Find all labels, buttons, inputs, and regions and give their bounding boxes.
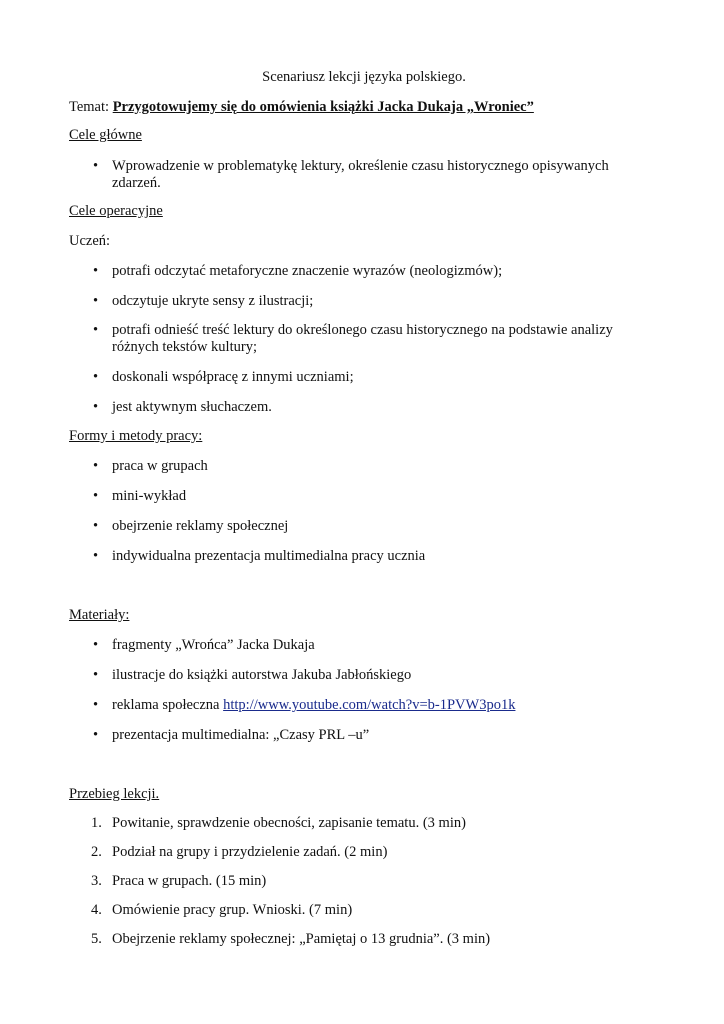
bullet-icon: • bbox=[93, 458, 99, 474]
list-item-text: Wprowadzenie w problematykę lektury, określenie czasu historycznego opisywanych zdarzeń. bbox=[112, 158, 609, 191]
list-item-text: prezentacja multimedialna: „Czasy PRL –u” bbox=[112, 727, 370, 743]
section-heading-formy: Formy i metody pracy: bbox=[69, 428, 203, 444]
item-number: 4. bbox=[91, 902, 102, 918]
numbered-item-text: Omówienie pracy grup. Wnioski. (7 min) bbox=[112, 902, 353, 918]
list-item bbox=[93, 488, 653, 505]
numbered-item bbox=[91, 902, 651, 919]
bullet-icon: • bbox=[93, 399, 99, 415]
list-item bbox=[93, 369, 653, 386]
list-item bbox=[93, 322, 653, 356]
item-number: 2. bbox=[91, 844, 102, 860]
numbered-item-text: Praca w grupach. (15 min) bbox=[112, 873, 267, 889]
section-intro-uczen: Uczeń: bbox=[69, 233, 111, 249]
bullet-icon: • bbox=[93, 518, 99, 534]
list-item-text: fragmenty „Wrońca” Jacka Dukaja bbox=[112, 637, 315, 653]
list-item bbox=[93, 293, 653, 310]
topic-value: Przygotowujemy się do omówienia książki Jacka Dukaja „Wroniec” bbox=[112, 99, 534, 115]
item-number: 3. bbox=[91, 873, 102, 889]
bullet-icon: • bbox=[93, 727, 99, 743]
list-item-text: jest aktywnym słuchaczem. bbox=[112, 399, 272, 415]
document-title: Scenariusz lekcji języka polskiego. bbox=[262, 69, 466, 85]
list-item bbox=[93, 458, 653, 475]
numbered-item bbox=[91, 873, 651, 890]
bullet-icon: • bbox=[93, 293, 99, 309]
list-item bbox=[93, 667, 653, 684]
bullet-icon: • bbox=[93, 369, 99, 385]
list-item bbox=[93, 399, 653, 416]
item-number: 5. bbox=[91, 931, 102, 947]
bullet-icon: • bbox=[93, 158, 99, 174]
numbered-item bbox=[91, 931, 651, 948]
list-item-text: mini-wykład bbox=[112, 488, 187, 504]
section-heading-cele-glowne: Cele główne bbox=[69, 127, 142, 143]
bullet-icon: • bbox=[93, 548, 99, 564]
list-item-text: ilustracje do książki autorstwa Jakuba Jabłońskiego bbox=[112, 667, 412, 683]
numbered-item-text: Powitanie, sprawdzenie obecności, zapisanie tematu. (3 min) bbox=[112, 815, 466, 831]
list-item-text bbox=[112, 697, 653, 714]
numbered-item bbox=[91, 815, 651, 832]
list-item bbox=[93, 548, 653, 565]
list-item bbox=[93, 727, 653, 744]
section-heading-materialy: Materiały: bbox=[69, 607, 130, 623]
list-item-text: obejrzenie reklamy społecznej bbox=[112, 518, 289, 534]
youtube-link[interactable]: http://www.youtube.com/watch?v=b-1PVW3po1k bbox=[223, 697, 516, 713]
list-item bbox=[93, 518, 653, 535]
numbered-item-text: Obejrzenie reklamy społecznej: „Pamiętaj o 13 grudnia”. (3 min) bbox=[112, 931, 491, 947]
section-heading-przebieg: Przebieg lekcji. bbox=[69, 786, 160, 802]
list-item-text: praca w grupach bbox=[112, 458, 208, 474]
list-item-text: potrafi odczytać metaforyczne znaczenie wyrazów (neologizmów); bbox=[112, 263, 503, 279]
section-heading-cele-operacyjne: Cele operacyjne bbox=[69, 203, 163, 219]
list-item bbox=[93, 637, 653, 654]
list-item-text: odczytuje ukryte sensy z ilustracji; bbox=[112, 293, 314, 309]
list-item-text: indywidualna prezentacja multimedialna pracy ucznia bbox=[112, 548, 426, 564]
bullet-icon: • bbox=[93, 263, 99, 279]
list-item bbox=[93, 158, 653, 192]
topic-label: Temat: bbox=[69, 99, 110, 115]
item-number: 1. bbox=[91, 815, 102, 831]
list-item-text: doskonali współpracę z innymi uczniami; bbox=[112, 369, 354, 385]
bullet-icon: • bbox=[93, 637, 99, 653]
bullet-icon: • bbox=[93, 667, 99, 683]
numbered-item bbox=[91, 844, 651, 861]
topic-line bbox=[69, 99, 534, 116]
list-item-label: reklama społeczna bbox=[112, 697, 224, 713]
bullet-icon: • bbox=[93, 322, 99, 338]
bullet-icon: • bbox=[93, 697, 99, 713]
list-item bbox=[93, 263, 653, 280]
list-item-text: potrafi odnieść treść lektury do określonego czasu historycznego na podstawie analizy różnych tekstów kultury; bbox=[112, 322, 613, 355]
bullet-icon: • bbox=[93, 488, 99, 504]
numbered-item-text: Podział na grupy i przydzielenie zadań. (2 min) bbox=[112, 844, 388, 860]
list-item bbox=[93, 697, 653, 714]
